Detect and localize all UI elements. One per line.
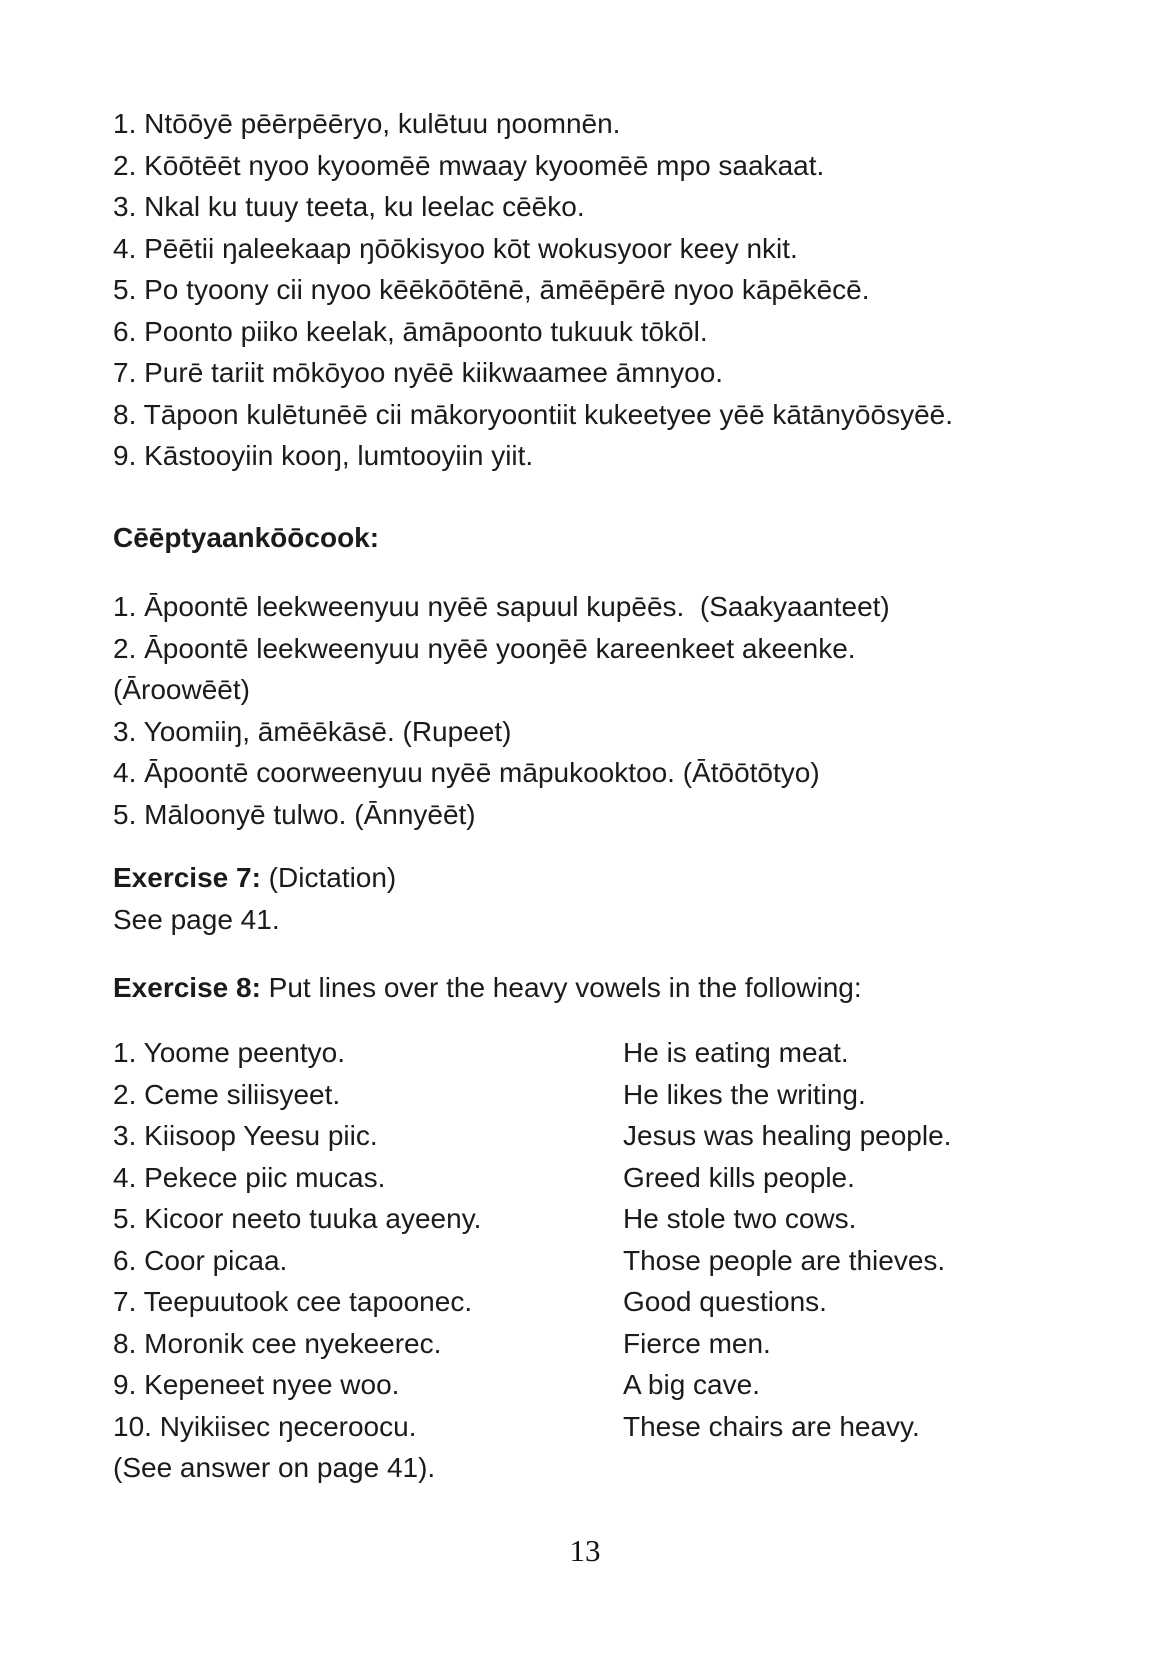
pair-source: 1. Yoome peentyo.: [113, 1037, 345, 1068]
pair-row: [113, 1032, 1120, 1074]
pair-translation: Greed kills people.: [623, 1161, 855, 1193]
pair-translation: Fierce men.: [623, 1327, 771, 1359]
list-item: 9. Kāstooyiin kooŋ, lumtooyiin yiit.: [113, 440, 534, 471]
exercise-7-note: See page 41.: [113, 903, 280, 935]
pair-row: [113, 1323, 1120, 1365]
page-number: 13: [569, 1533, 601, 1568]
exercise-7: [113, 857, 1120, 940]
exercise-7-header: [113, 857, 1120, 899]
exercise-8-label: Exercise 8:: [113, 972, 261, 1003]
pair-row: [113, 1157, 1120, 1199]
pair-row: [113, 1115, 1120, 1157]
sentence-list-2: [113, 586, 1120, 835]
list-item: 4. Pēētii ŋaleekaap ŋōōkisyoo kōt wokusyoor keey nkit.: [113, 232, 798, 264]
pair-source: 10. Nyikiisec ŋeceroocu.: [113, 1410, 417, 1442]
exercise-8-footer: (See answer on page 41).: [113, 1452, 436, 1483]
list-item-continuation: (Āroowēēt): [113, 674, 250, 705]
exercise-7-label: Exercise 7:: [113, 862, 261, 893]
pair-source: 5. Kicoor neeto tuuka ayeeny.: [113, 1203, 482, 1234]
pair-translation: He is eating meat.: [623, 1037, 849, 1068]
pair-source: 2. Ceme siliisyeet.: [113, 1078, 341, 1110]
pair-row: [113, 1198, 1120, 1240]
pair-translation: Those people are thieves.: [623, 1244, 946, 1276]
exercise-8-header: [113, 967, 1120, 1009]
list-item: 4. Āpoontē coorweenyuu nyēē māpukooktoo. (Ātōōtōtyo): [113, 757, 820, 788]
list-item: 3. Nkal ku tuuy teeta, ku leelac cēēko.: [113, 191, 585, 222]
pair-source: 6. Coor picaa.: [113, 1244, 288, 1276]
list-item: 2. Kōōtēēt nyoo kyoomēē mwaay kyoomēē mpo saakaat.: [113, 149, 825, 181]
pair-row: [113, 1281, 1120, 1323]
pair-row: [113, 1364, 1120, 1406]
pair-source: 9. Kepeneet nyee woo.: [113, 1369, 400, 1400]
exercise-8-description: Put lines over the heavy vowels in the following:: [268, 972, 862, 1003]
list-item: 5. Māloonyē tulwo. (Ānnyēēt): [113, 798, 476, 830]
list-item: 8. Tāpoon kulētunēē cii mākoryoontiit kukeetyee yēē kātānyōōsyēē.: [113, 398, 953, 430]
list-item: 1. Āpoontē leekweenyuu nyēē sapuul kupēēs. (Saakyaanteet): [113, 591, 890, 622]
pair-source: 8. Moronik cee nyekeerec.: [113, 1327, 442, 1359]
pair-translation: These chairs are heavy.: [623, 1410, 920, 1442]
pair-source: 4. Pekece piic mucas.: [113, 1161, 386, 1193]
sentence-list-1: [113, 103, 1120, 477]
pair-translation: A big cave.: [623, 1369, 760, 1400]
section-heading-block: [113, 517, 1120, 559]
section-heading: Cēēptyaankōōcook:: [113, 522, 380, 553]
pair-translation: Jesus was healing people.: [623, 1120, 952, 1151]
list-item: 1. Ntōōyē pēērpēēryo, kulētuu ŋoomnēn.: [113, 108, 621, 139]
exercise-8-pairs: [113, 1032, 1120, 1489]
pair-row: [113, 1074, 1120, 1116]
list-item: 6. Poonto piiko keelak, āmāpoonto tukuuk tōkōl.: [113, 315, 708, 347]
pair-translation: He stole two cows.: [623, 1203, 857, 1234]
list-item: 5. Po tyoony cii nyoo kēēkōōtēnē, āmēēpērē nyoo kāpēkēcē.: [113, 274, 870, 305]
pair-source: 3. Kiisoop Yeesu piic.: [113, 1120, 378, 1151]
pair-row: [113, 1240, 1120, 1282]
list-item: 3. Yoomiiŋ, āmēēkāsē. (Rupeet): [113, 715, 512, 747]
exercise-8-header-block: [113, 967, 1120, 1009]
pair-row: [113, 1406, 1120, 1448]
list-item: 2. Āpoontē leekweenyuu nyēē yooŋēē kareenkeet akeenke.: [113, 632, 856, 664]
pair-source: 7. Teepuutook cee tapoonec.: [113, 1286, 473, 1317]
pair-translation: Good questions.: [623, 1286, 827, 1317]
exercise-7-description: (Dictation): [268, 862, 397, 893]
pair-translation: He likes the writing.: [623, 1078, 866, 1110]
list-item: 7. Purē tariit mōkōyoo nyēē kiikwaamee āmnyoo.: [113, 357, 724, 388]
